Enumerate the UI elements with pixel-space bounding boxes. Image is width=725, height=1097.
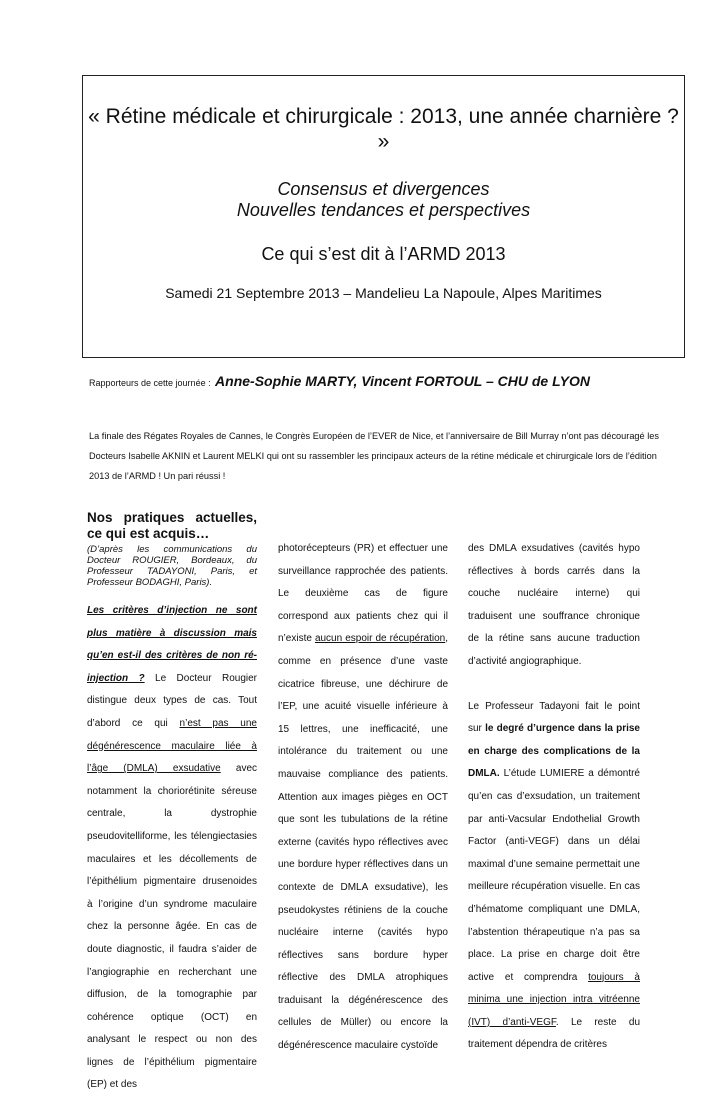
column-3-paragraph-1: des DMLA exsudatives (cavités hypo réflectives à bords carrés dans la couche nucléaire interne) qui traduisent une souffrance chronique de la rétine sans aucune traduction d’activité angiographique. (468, 543, 640, 667)
underlined-text: aucun espoir de récupération (314, 633, 446, 645)
underlined-text: n’est pas une dégénérescence maculaire liée à l’âge (DMLA) exsudative (87, 717, 257, 775)
source-note: (D’après les communications du Docteur ROUGIER, Bordeaux, du Professeur TADAYONI, Paris, et Professeur BODAGHI, Paris). (87, 544, 257, 588)
column-3 (468, 538, 640, 1057)
bold-text: le degré d’urgence dans la prise en charge des complications de la DMLA. (468, 723, 640, 780)
event-date-location: Samedi 21 Septembre 2013 – Mandelieu La Napoule, Alpes Maritimes (165, 285, 602, 301)
text-run: , comme en présence d’une vaste cicatrice fibreuse, une déchirure de l’EP, une acuité visuelle inférieure à 15 lettres, une inefficacité, une intolérance du traitement ou une mauvaise compliance des patients. Attention aux images pièges en OCT que sont les tubulations de la rétine externe (cavités hypo réflectives avec une bordure hyper réflectives dans un contexte de DMLA exsudative), les pseudokystes rétiniens de la couche nucléaire interne (cavités hypo réflectives sans bordure hyper réflective des DMLA atrophiques traduisant la dégénérescence des cellules de Müller) ou encore la dégénérescence maculaire cystoïde (278, 633, 448, 1052)
rapporteurs-label: Rapporteurs de cette journée : (89, 378, 211, 388)
title-box (82, 75, 685, 358)
column-3-paragraph-2 (468, 696, 640, 1058)
column-1-paragraph (87, 600, 257, 1097)
text-run: photorécepteurs (PR) et effectuer une surveillance rapprochée des patients. Le deuxième cas de figure correspond aux patients chez qui il n’existe (278, 543, 448, 645)
armd-heading: Ce qui s’est dit à l’ARMD 2013 (261, 244, 506, 264)
underlined-text: toujours à minima une injection intra vitréenne (IVT) d’anti-VEGF (468, 971, 640, 1028)
column-2-paragraph (278, 538, 448, 1058)
column-1 (87, 510, 257, 1097)
text-run: avec notamment la choriorétinite séreuse centrale, la dystrophie pseudovitelliforme, les télengiectasies maculaires et les décollements de l’épithélium pigmentaire drusenoides à l’origine d’un syndrome maculaire chez la personne âgée. En cas de doute diagnostic, il faudra s’aider de l’angiographie en recherchant une diffusion, de la tomographie par cohérence optique (OCT) en analysant le respect ou non des lignes de l’épithélium pigmentaire (EP) et des (87, 763, 258, 1091)
text-run: Le Professeur Tadayoni fait le point sur (468, 700, 640, 735)
document-title: « Rétine médicale et chirurgicale : 2013, une année charnière ? » (88, 105, 679, 153)
injection-criteria-question: Les critères d’injection ne sont plus matière à discussion mais qu’en est-il des critères de non ré-injection ? (87, 605, 257, 684)
text-run: . Le reste du traitement dépendra de critères (468, 1016, 641, 1051)
text-run: L’étude LUMIERE a démontré qu’en cas d’exsudation, un traitement par anti-Vacsular Endothelial Growth Factor (anti-VEGF) dans un délai maximal d’une semaine permettait une meilleure récupération visuelle. En cas d’hématome compliquant une DMLA, l’abstention thérapeutique n’a pas sa place. La prise en charge doit être active et comprendra (468, 768, 640, 983)
subtitle-line-2: Nouvelles tendances et perspectives (236, 200, 531, 220)
intro-paragraph: La finale des Régates Royales de Cannes, le Congrès Européen de l’EVER de Nice, et l’anniversaire de Bill Murray n’ont pas découragé les Docteurs Isabelle AKNIN et Laurent MELKI qui ont su rassembler les principaux acteurs de la rétine médicale et chirurgicale lors de l’édition 2013 de l’ARMD ! Un pari réussi ! (89, 431, 659, 481)
rapporteurs-line (89, 373, 689, 391)
subtitle-line-1: Consensus et divergences (277, 179, 490, 199)
document-subtitle (83, 179, 684, 221)
section-title: Nos pratiques actuelles, ce qui est acquis… (87, 510, 257, 541)
column-2 (278, 538, 448, 1058)
text-run: Le Docteur Rougier distingue deux types de cas. Tout d’abord ce qui (87, 672, 257, 729)
rapporteurs-names: Anne-Sophie MARTY, Vincent FORTOUL – CHU de LYON (215, 373, 590, 389)
